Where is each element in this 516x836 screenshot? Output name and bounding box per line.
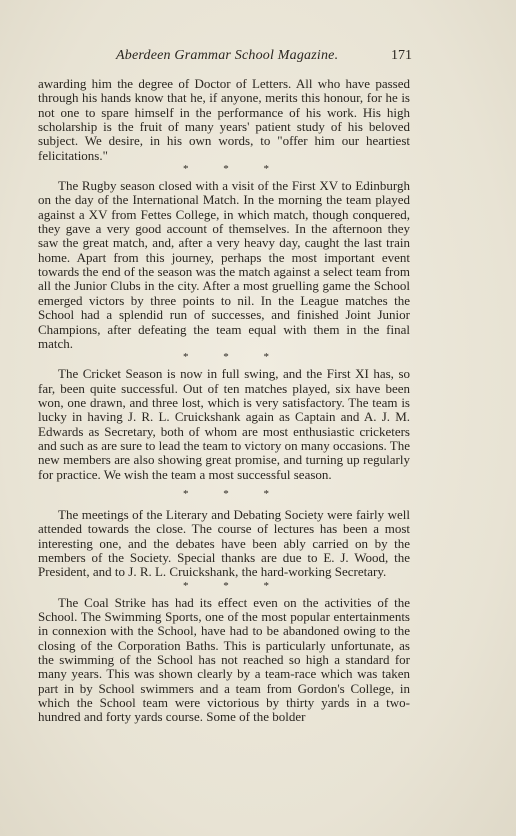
section-separator: * * *: [183, 163, 285, 176]
paragraph-literary-debating-society: The meetings of the Literary and Debating Society were fairly well attended towards the close. The course of lectures has been a most interesting one, and the debates have been ably carried on by the members of the Society. Special thanks are due to E. J. Wood, the President, and to J. R. L. Cruickshank, the hard-working Secretary.: [38, 506, 410, 580]
paragraph-doctor-of-letters: awarding him the degree of Doctor of Letters. All who have passed through his hands know that he, if anyone, merits this honour, for he is not one to spare himself in the performance of his work. His high scholarship is the fruit of many years' patient study of his beloved subject. We desire, in his own words, to "offer him our heartiest felicitations.": [38, 76, 410, 163]
section-separator: * * *: [183, 579, 285, 592]
paragraph-rugby-season: The Rugby season closed with a visit of the First XV to Edinburgh on the day of the International Match. In the morning the team played against a XV from Fettes College, in which match, though conquered, they gave a very good account of themselves. In the afternoon they saw the great match, and, after a very heavy day, caught the last train home. Apart from this journey, perhaps the most important event towards the end of the season was the match against a select team from all the Junior Clubs in the city. After a most gruelling game the School emerged victors by three points to nil. In the League matches the School had a splendid run of successes, and finished Joint Junior Champions, after defeating the team equal with them in the final match.: [38, 178, 410, 351]
article-body: [38, 77, 410, 725]
paragraph-cricket-season: The Cricket Season is now in full swing, and the First XI has, so far, been quite successful. Out of ten matches played, six have been won, one drawn, and three lost, which is very satisfactory. The team is lucky in having J. R. L. Cruickshank again as Captain and A. J. M. Edwards as Secretary, both of whom are most enthusiastic cricketers and such as are sure to lead the team to victory on many occasions. The new members are also showing great promise, and turning up regularly for practice. We wish the team a most successful season.: [38, 366, 410, 482]
section-separator: * * *: [183, 487, 285, 500]
section-separator: * * *: [183, 351, 285, 364]
paragraph-coal-strike: The Coal Strike has had its effect even on the activities of the School. The Swimming Sports, one of the most popular entertainments in connexion with the School, have had to be abandoned owing to the closing of the Corporation Baths. This is particularly unfortunate, as the swimming of the School has not reached so high a standard for many years. This was shown clearly by a team-race which was taken part in by School swimmers and a team from Gordon's College, in which the School team were victorious by thirty yards in a two-hundred and forty yards course. Some of the bolder: [38, 594, 410, 725]
page-header: [38, 48, 412, 68]
page-number: 171: [391, 48, 412, 63]
running-title: Aberdeen Grammar School Magazine.: [116, 48, 339, 63]
